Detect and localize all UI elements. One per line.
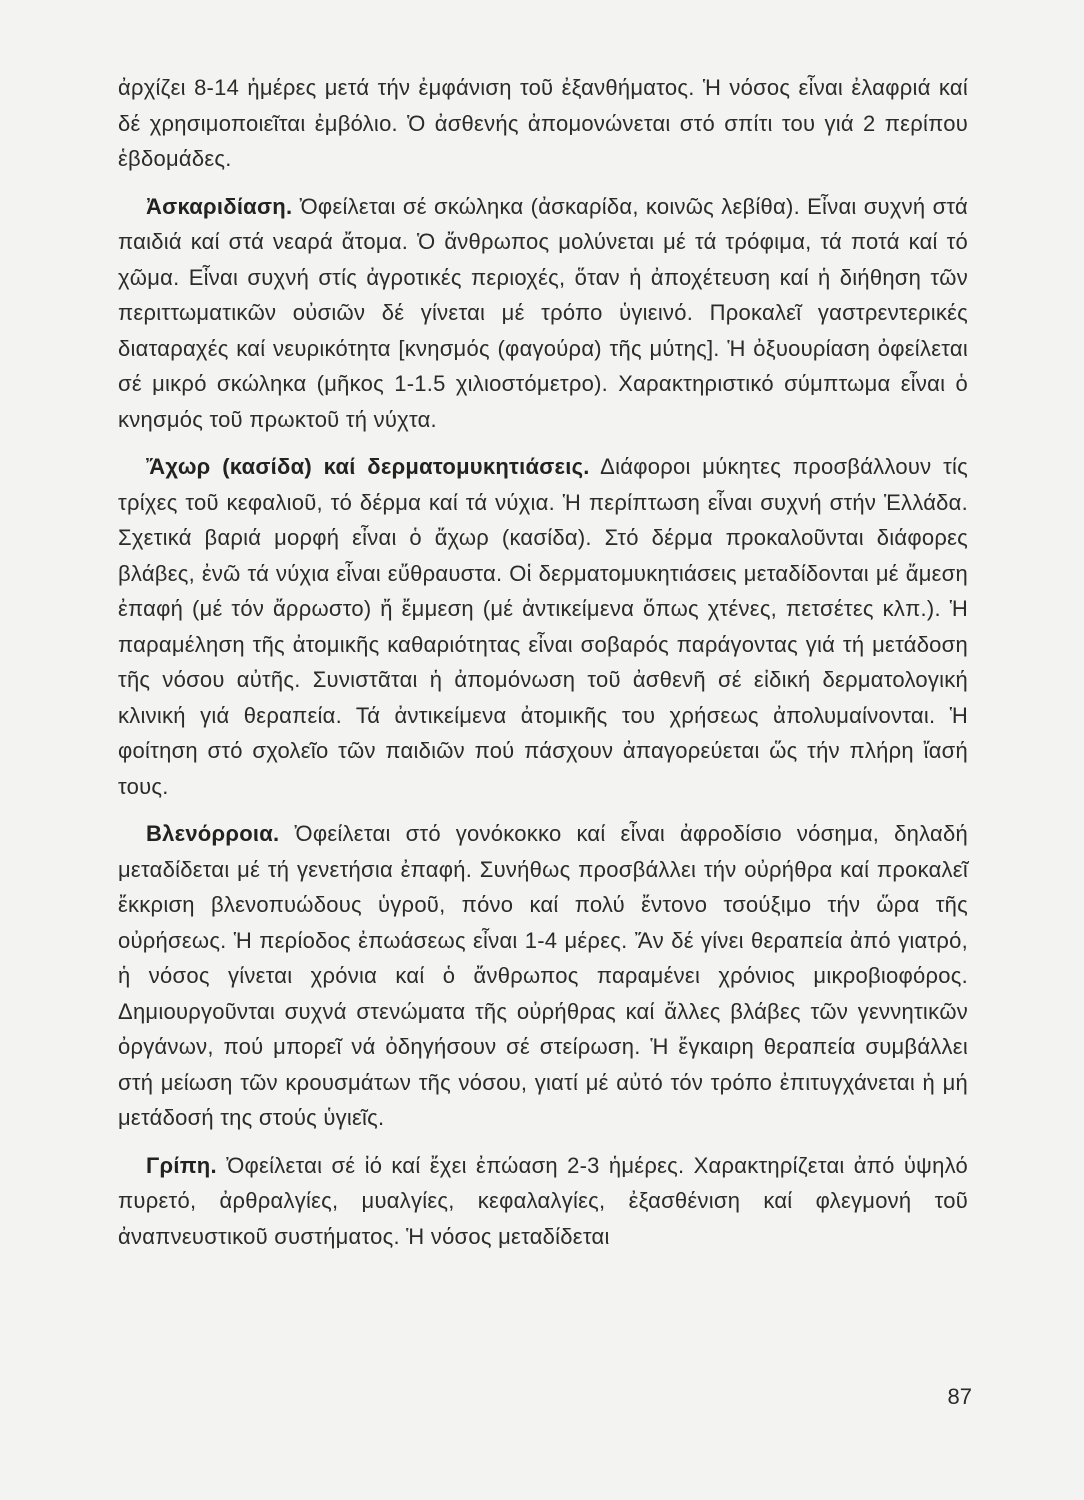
section-heading-blennorroia: Βλενόρροια.	[146, 821, 280, 846]
section-heading-askaridiasi: Ἀσκαριδίαση.	[146, 193, 293, 219]
page-number: 87	[947, 1384, 972, 1409]
paragraph-gripi	[118, 1148, 968, 1255]
paragraph-text: Ὀφείλεται σέ σκώληκα (ἀσκαρίδα, κοινῶς λεβίθα). Εἶναι συχνή στά παιδιά καί στά νεαρά ἄτομα. Ὁ ἄνθρωπος μολύνεται μέ τά τρόφιμα, τά ποτά καί τό χῶμα. Εἶναι συχνή στίς ἀγροτικές περιοχές, ὅταν ἡ ἀποχέτευση καί ἡ διήθηση τῶν περιττωματικῶν οὐσιῶν δέ γίνεται μέ τρόπο ὑγιεινό. Προκαλεῖ γαστρεντερικές διαταραχές καί νευρικότητα [κνησμός (φαγούρα) τῆς μύτης]. Ἡ ὀξυουρίαση ὀφείλεται σέ μικρό σκώληκα (μῆκος 1-1.5 χιλιοστόμετρο). Χαρακτηριστικό σύμπτωμα εἶναι ὁ κνησμός τοῦ πρωκτοῦ τή νύχτα.	[118, 193, 968, 432]
paragraph-intro	[118, 70, 968, 177]
section-heading-achor: Ἄχωρ (κασίδα) καί δερματομυκητιάσεις.	[146, 454, 590, 479]
paragraph-text: Ὀφείλεται σέ ἰό καί ἔχει ἐπώαση 2-3 ἡμέρες. Χαρακτηρίζεται ἀπό ὑψηλό πυρετό, ἀρθραλγίες, μυαλγίες, κεφαλαλγίες, ἐξασθένιση καί φλεγμονή τοῦ ἀναπνευστικοῦ συστήματος. Ἡ νόσος μεταδίδεται	[118, 1152, 968, 1249]
paragraph-askaridiasi	[118, 189, 968, 438]
page-body	[118, 70, 968, 1266]
paragraph-text: ἀρχίζει 8-14 ἡμέρες μετά τήν ἐμφάνιση τοῦ ἐξανθήματος. Ἡ νόσος εἶναι ἐλαφριά καί δέ χρησιμοποιεῖται ἐμβόλιο. Ὁ ἀσθενής ἀπομονώνεται στό σπίτι του γιά 2 περίπου ἑβδομάδες.	[118, 75, 968, 171]
paragraph-achor	[118, 449, 968, 804]
paragraph-text: Διάφοροι μύκητες προσβάλλουν τίς τρίχες τοῦ κεφαλιοῦ, τό δέρμα καί τά νύχια. Ἡ περίπτωση εἶναι συχνή στήν Ἑλλάδα. Σχετικά βαριά μορφή εἶναι ὁ ἄχωρ (κασίδα). Στό δέρμα προκαλοῦνται διάφορες βλάβες, ἐνῶ τά νύχια εἶναι εὔθραυστα. Οἱ δερματομυκητιάσεις μεταδίδονται μέ ἄμεση ἐπαφή (μέ τόν ἄρρωστο) ἤ ἔμμεση (μέ ἀντικείμενα ὅπως χτένες, πετσέτες κλπ.). Ἡ παραμέληση τῆς ἀτομικῆς καθαριότητας εἶναι σοβαρός παράγοντας γιά τή μετάδοση τῆς νόσου αὐτῆς. Συνιστᾶται ἡ ἀπομόνωση τοῦ ἀσθενῆ σέ εἰδική δερματολογική κλινική γιά θεραπεία. Τά ἀντικείμενα ἀτομικῆς του χρήσεως ἀπολυμαίνονται. Ἡ φοίτηση στό σχολεῖο τῶν παιδιῶν πού πάσχουν ἀπαγορεύεται ὥς τήν πλήρη ἴασή τους.	[118, 454, 968, 799]
paragraph-text: Ὀφείλεται στό γονόκοκκο καί εἶναι ἀφροδίσιο νόσημα, δηλαδή μεταδίδεται μέ τή γενετήσια ἐπαφή. Συνήθως προσβάλλει τήν οὐρήθρα καί προκαλεῖ ἔκκριση βλενοπυώδους ὑγροῦ, πόνο καί πολύ ἔντονο τσούξιμο τήν ὥρα τῆς οὐρήσεως. Ἡ περίοδος ἐπωάσεως εἶναι 1-4 μέρες. Ἄν δέ γίνει θεραπεία ἀπό γιατρό, ἡ νόσος γίνεται χρόνια καί ὁ ἄνθρωπος παραμένει χρόνιος μικροβιοφόρος. Δημιουργοῦνται συχνά στενώματα τῆς οὐρήθρας καί ἄλλες βλάβες τῶν γεννητικῶν ὀργάνων, πού μπορεῖ νά ὀδηγήσουν σέ στείρωση. Ἡ ἔγκαιρη θεραπεία συμβάλλει στή μείωση τῶν κρουσμάτων τῆς νόσου, γιατί μέ αὐτό τόν τρόπο ἐπιτυγχάνεται ἡ μή μετάδοσή της στούς ὑγιεῖς.	[118, 821, 968, 1130]
paragraph-blennorroia	[118, 816, 968, 1136]
section-heading-gripi: Γρίπη.	[146, 1152, 217, 1178]
